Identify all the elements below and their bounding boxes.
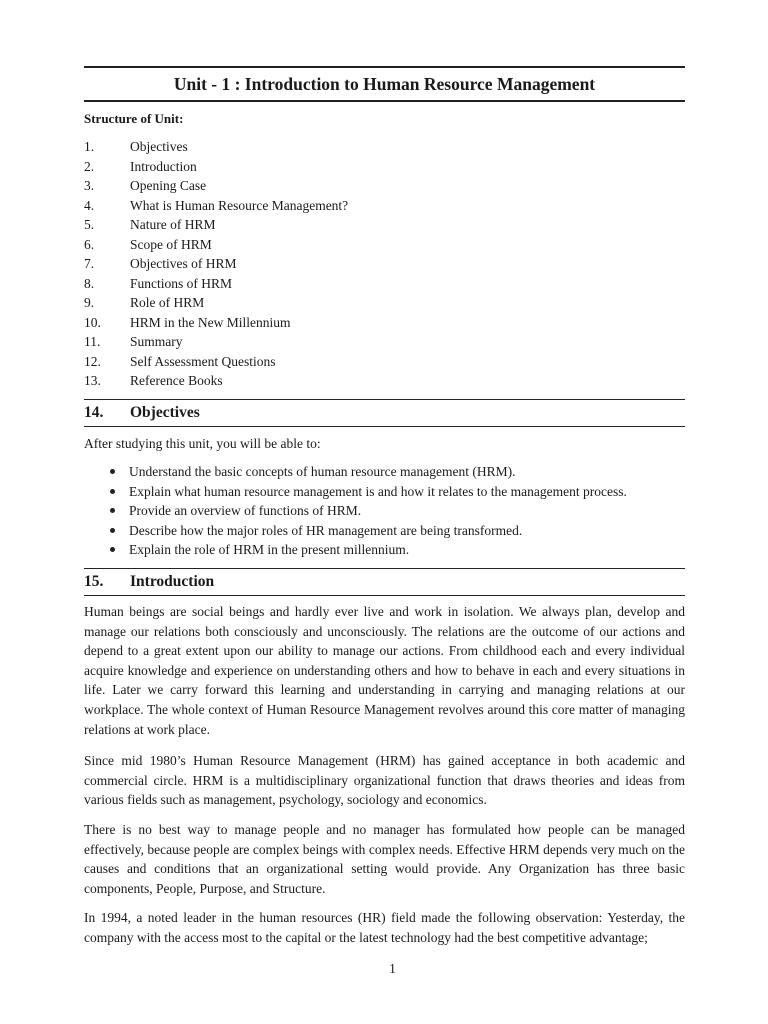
objectives-intro: After studying this unit, you will be able to: [84, 436, 321, 451]
list-item [104, 540, 684, 560]
structure-item-label: Nature of HRM [130, 217, 216, 232]
structure-item [84, 352, 685, 372]
structure-heading: Structure of Unit: [84, 111, 184, 126]
list-item-text: Describe how the major roles of HR management are being transformed. [129, 522, 523, 538]
structure-item-number: 7. [84, 256, 95, 271]
section-number: 15. [84, 573, 104, 590]
structure-item [84, 293, 685, 313]
structure-item [84, 215, 685, 235]
structure-item-label: Functions of HRM [130, 275, 233, 291]
list-item [104, 462, 684, 482]
list-item [104, 521, 684, 541]
bullet-icon [110, 528, 115, 533]
section-title: Objectives [130, 404, 200, 421]
structure-item-number: 4. [84, 197, 95, 213]
structure-item-number: 11. [84, 334, 101, 349]
list-item-text: Provide an overview of functions of HRM. [129, 503, 362, 518]
structure-item-label: What is Human Resource Management? [130, 197, 349, 213]
list-item-text: Explain what human resource management is and how it relates to the management process. [129, 483, 627, 499]
structure-item-label: Role of HRM [130, 295, 205, 310]
structure-item [84, 313, 685, 333]
bullet-icon [110, 508, 115, 513]
introduction-heading [84, 568, 685, 596]
structure-item-number: 10. [84, 314, 101, 330]
structure-item [84, 176, 685, 196]
structure-item-label: Summary [130, 334, 183, 349]
structure-item-number: 1. [84, 139, 95, 154]
structure-item [84, 274, 685, 294]
structure-item-number: 13. [84, 373, 101, 388]
structure-item [84, 157, 685, 177]
unit-title-block [84, 66, 685, 102]
structure-item [84, 235, 685, 255]
list-item [104, 501, 684, 521]
bullet-icon [110, 489, 115, 494]
structure-item-number: 2. [84, 158, 95, 174]
structure-item-number: 3. [84, 178, 95, 193]
structure-item-label: Objectives [130, 139, 188, 154]
list-item [104, 482, 684, 502]
structure-item-label: Introduction [130, 158, 197, 174]
bullet-icon [110, 469, 115, 474]
structure-item-label: Reference Books [130, 373, 223, 388]
body-paragraph: Human beings are social beings and hardly ever live and work in isolation. We always plan, develop and manage our relations both consciously and unconsciously. The relations are the outcome of our actions and depend to a great extent upon our ability to manage our actions. From childhood each and every individual acquire knowledge and experience on understanding others and how to behave in each and every situations in life. Later we carry forward this learning and understanding in carrying and managing relations at our workplace. The whole context of Human Resource Management revolves around this core matter of managing relations at work place. [84, 604, 685, 737]
document-page [84, 0, 685, 1024]
objectives-list [104, 462, 684, 560]
objectives-heading [84, 399, 685, 427]
structure-item-number: 9. [84, 295, 95, 310]
structure-item [84, 332, 685, 352]
structure-item-number: 6. [84, 236, 95, 252]
body-paragraph: There is no best way to manage people and no manager has formulated how people can be managed effectively, because people are complex beings with complex needs. Effective HRM depends very much on the causes and conditions that an organizational setting would provide. Any Organization has three basic components, People, Purpose, and Structure. [84, 822, 685, 896]
section-title: Introduction [130, 573, 215, 590]
structure-item-number: 8. [84, 275, 95, 291]
structure-list [84, 137, 685, 391]
bullet-icon [110, 547, 115, 552]
section-number: 14. [84, 404, 104, 421]
structure-item [84, 137, 685, 157]
structure-item-label: Self Assessment Questions [130, 353, 276, 369]
list-item-text: Understand the basic concepts of human resource management (HRM). [129, 464, 516, 479]
unit-title: Unit - 1 : Introduction to Human Resource Management [173, 73, 596, 94]
structure-item-number: 5. [84, 217, 95, 232]
structure-item [84, 196, 685, 216]
body-paragraph: In 1994, a noted leader in the human resources (HR) field made the following observation: Yesterday, the company with the access most to the capital or the latest technology had the best competitive advantage; [84, 910, 685, 945]
structure-item-number: 12. [84, 353, 101, 369]
structure-item [84, 371, 685, 391]
page-number: 1 [389, 961, 396, 976]
structure-item-label: Opening Case [130, 178, 207, 193]
list-item-text: Explain the role of HRM in the present millennium. [129, 542, 410, 557]
structure-item [84, 254, 685, 274]
structure-item-label: HRM in the New Millennium [130, 314, 291, 330]
structure-item-label: Objectives of HRM [130, 256, 237, 271]
structure-item-label: Scope of HRM [130, 236, 212, 252]
body-paragraph: Since mid 1980’s Human Resource Management (HRM) has gained acceptance in both academic and commercial circle. HRM is a multidisciplinary organizational function that draws theories and ideas from various fields such as management, psychology, sociology and economics. [84, 753, 685, 808]
